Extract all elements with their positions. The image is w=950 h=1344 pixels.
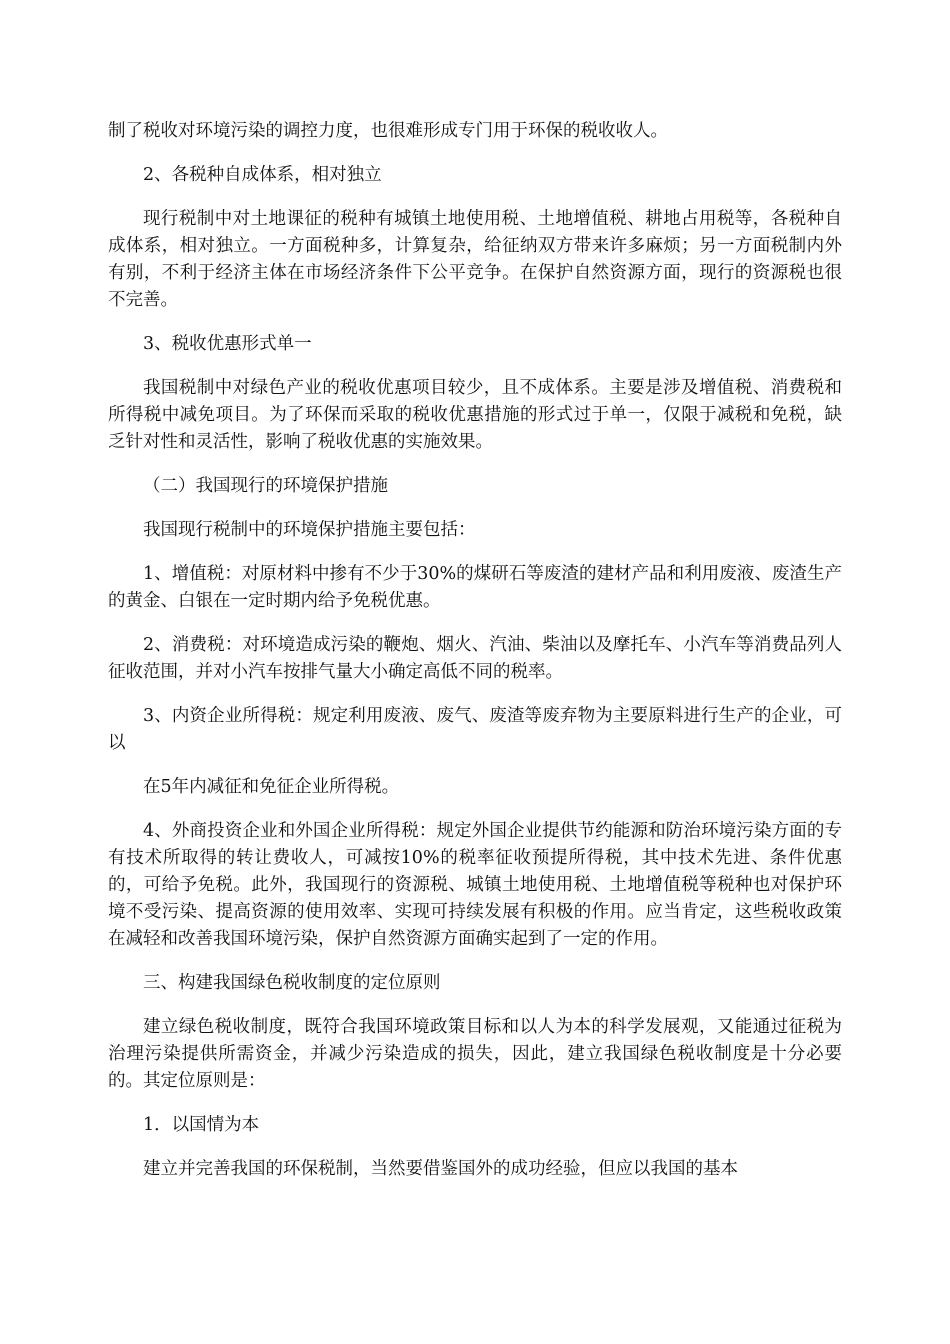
paragraph-vat: 1、增值税：对原材料中掺有不少于30%的煤研石等废渣的建材产品和利用废液、废渣生产的黄金、白银在一定时期内给予免税优惠。 [108,564,842,611]
section-heading-current-measures: （二）我国现行的环境保护措施 [143,476,388,496]
section-heading-principles: 三、构建我国绿色税收制度的定位原则 [143,973,441,993]
paragraph-domestic-income-tax: 3、内资企业所得税：规定利用废液、废气、废渣等废弃物为主要原料进行生产的企业，可以 [108,706,842,753]
paragraph-green-tax: 建立绿色税收制度，既符合我国环境政策目标和以人为本的科学发展观，又能通过征税为治理污染提供所需资金，并减少污染造成的损失，因此，建立我国绿色税收制度是十分必要的。其定位原则是： [108,1017,842,1091]
paragraph-tax-incentives: 我国税制中对绿色产业的税收优惠项目较少，且不成体系。主要是涉及增值税、消费税和所得税中减免项目。为了环保而采取的税收优惠措施的形式过于单一，仅限于减税和免税，缺乏针对性和灵活性，影响了税收优惠的实施效果。 [108,378,842,452]
paragraph-measures-intro: 我国现行税制中的环境保护措施主要包括： [143,520,476,540]
paragraph-foreign-income-tax: 4、外商投资企业和外国企业所得税：规定外国企业提供节约能源和防治环境污染方面的专有技术所取得的转让费收人，可减按10%的税率征收预提所得税，其中技术先进、条件优惠的，可给予免税。此外，我国现行的资源税、城镇土地使用税、土地增值税等税种也对保护环境不受污染、提高资源的使用效率、实现可持续发展有积极的作用。应当肯定，这些税收政策在减轻和改善我国环境污染，保护自然资源方面确实起到了一定的作用。 [108,821,842,949]
section-heading-2: 2、各税种自成体系，相对独立 [143,165,382,185]
document-page [108,118,842,1200]
paragraph-consumption-tax: 2、消费税：对环境造成污染的鞭炮、烟火、汽油、柴油以及摩托车、小汽车等消费品列人征收范围，并对小汽车按排气量大小确定高低不同的税率。 [108,635,842,682]
paragraph-final: 建立并完善我国的环保税制，当然要借鉴国外的成功经验，但应以我国的基本 [143,1159,738,1179]
paragraph-five-years: 在5年内减征和免征企业所得税。 [143,777,400,797]
section-heading-national-conditions: 1．以国情为本 [143,1115,260,1135]
section-heading-3: 3、税收优惠形式单一 [143,334,312,354]
paragraph-continuation: 制了税收对环境污染的调控力度，也很难形成专门用于环保的税收收人。 [108,121,668,141]
paragraph-land-taxes: 现行税制中对土地课征的税种有城镇土地使用税、土地增值税、耕地占用税等，各税种自成体系，相对独立。一方面税种多，计算复杂，给征纳双方带来许多麻烦；另一方面税制内外有别，不利于经济主体在市场经济条件下公平竞争。在保护自然资源方面，现行的资源税也很不完善。 [108,209,842,310]
